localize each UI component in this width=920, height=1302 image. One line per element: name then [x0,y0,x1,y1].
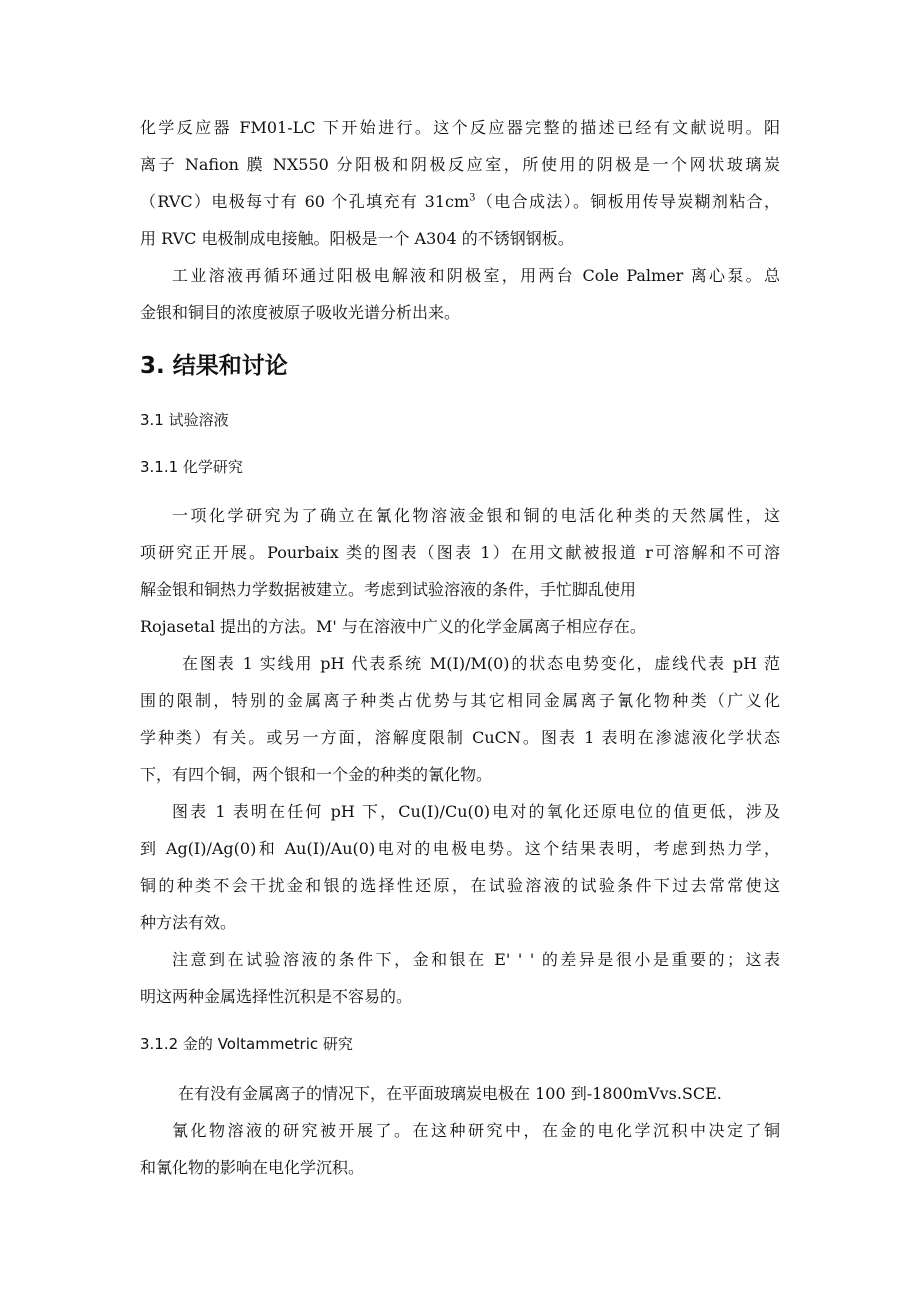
paragraph-2-line-2: 金银和铜目的浓度被原子吸收光谱分析出来。 [140,303,461,322]
paragraph-1-line-4: 用 RVC 电极制成电接触。阳极是一个 A304 的不锈钢钢板。 [140,229,574,248]
paragraph-7-line-3: 和氰化物的影响在电化学沉积。 [140,1158,365,1177]
paragraph-7-line-1: 在有没有金属离子的情况下，在平面玻璃炭电极在 100 到-1800mVvs.SCE. [178,1084,722,1103]
paragraph-3-line-2: 项研究正开展。Pourbaix 类的图表（图表 1）在用文献被报道 r可溶解和不可溶 [140,543,780,562]
paragraph-5-line-4: 种方法有效。 [140,913,237,932]
subsection-heading-3-1: 3.1 试验溶液 [140,411,229,429]
paragraph-4-line-2: 围的限制，特别的金属离子种类占优势与其它相同金属离子氰化物种类（广义化 [140,691,780,710]
paragraph-3-line-4: Rojasetal 提出的方法。M' 与在溶液中广义的化学金属离子相应存在。 [140,617,646,636]
paragraph-1-line-2: 离子 Nafion 膜 NX550 分阳极和阴极反应室，所使用的阴极是一个网状玻璃炭 [140,155,780,174]
paragraph-1-line-1: 化学反应器 FM01-LC 下开始进行。这个反应器完整的描述已经有文献说明。阳 [140,118,780,137]
paragraph-4-line-4: 下，有四个铜，两个银和一个金的种类的氰化物。 [140,765,493,784]
subsection-heading-3-1-1: 3.1.1 化学研究 [140,458,243,476]
paragraph-3-line-3: 解金银和铜热力学数据被建立。考虑到试验溶液的条件，手忙脚乱使用 [140,580,637,599]
paragraph-2-line-1: 工业溶液再循环通过阳极电解液和阴极室，用两台 Cole Palmer 离心泵。总 [172,266,780,285]
paragraph-7-line-2: 氰化物溶液的研究被开展了。在这种研究中，在金的电化学沉积中决定了铜 [172,1121,780,1140]
paragraph-6-line-1: 注意到在试验溶液的条件下，金和银在 E' ' ' 的差异是很小是重要的；这表 [172,950,780,969]
cubic-superscript: 3 [469,192,476,204]
paragraph-3-line-1: 一项化学研究为了确立在氰化物溶液金银和铜的电活化种类的天然属性，这 [172,506,780,525]
paragraph-1-line-3-part-2: （电合成法）。铜板用传导炭糊剂粘合， [475,192,780,211]
paragraph-4-line-3: 学种类）有关。或另一方面，溶解度限制 CuCN。图表 1 表明在渗滤液化学状态 [140,728,780,747]
subsection-heading-3-1-2: 3.1.2 金的 Voltammetric 研究 [140,1035,353,1053]
paragraph-5-line-1: 图表 1 表明在任何 pH 下，Cu(I)/Cu(0)电对的氧化还原电位的值更低，涉及 [172,802,780,821]
paragraph-5-line-2: 到 Ag(I)/Ag(0)和 Au(I)/Au(0)电对的电极电势。这个结果表明，考虑到热力学， [140,839,780,858]
paragraph-1-line-3-part-1: （RVC）电极每寸有 60 个孔填充有 31cm [140,192,470,211]
section-heading-3: 3. 结果和讨论 [140,353,288,379]
paragraph-1-line-3 [140,190,780,214]
paragraph-5-line-3: 铜的种类不会干扰金和银的选择性还原，在试验溶液的试验条件下过去常常使这 [140,876,780,895]
paragraph-6-line-2: 明这两种金属选择性沉积是不容易的。 [140,987,413,1006]
paragraph-4-line-1: 在图表 1 实线用 pH 代表系统 M(I)/M(0)的状态电势变化，虚线代表 pH 范 [182,654,780,673]
